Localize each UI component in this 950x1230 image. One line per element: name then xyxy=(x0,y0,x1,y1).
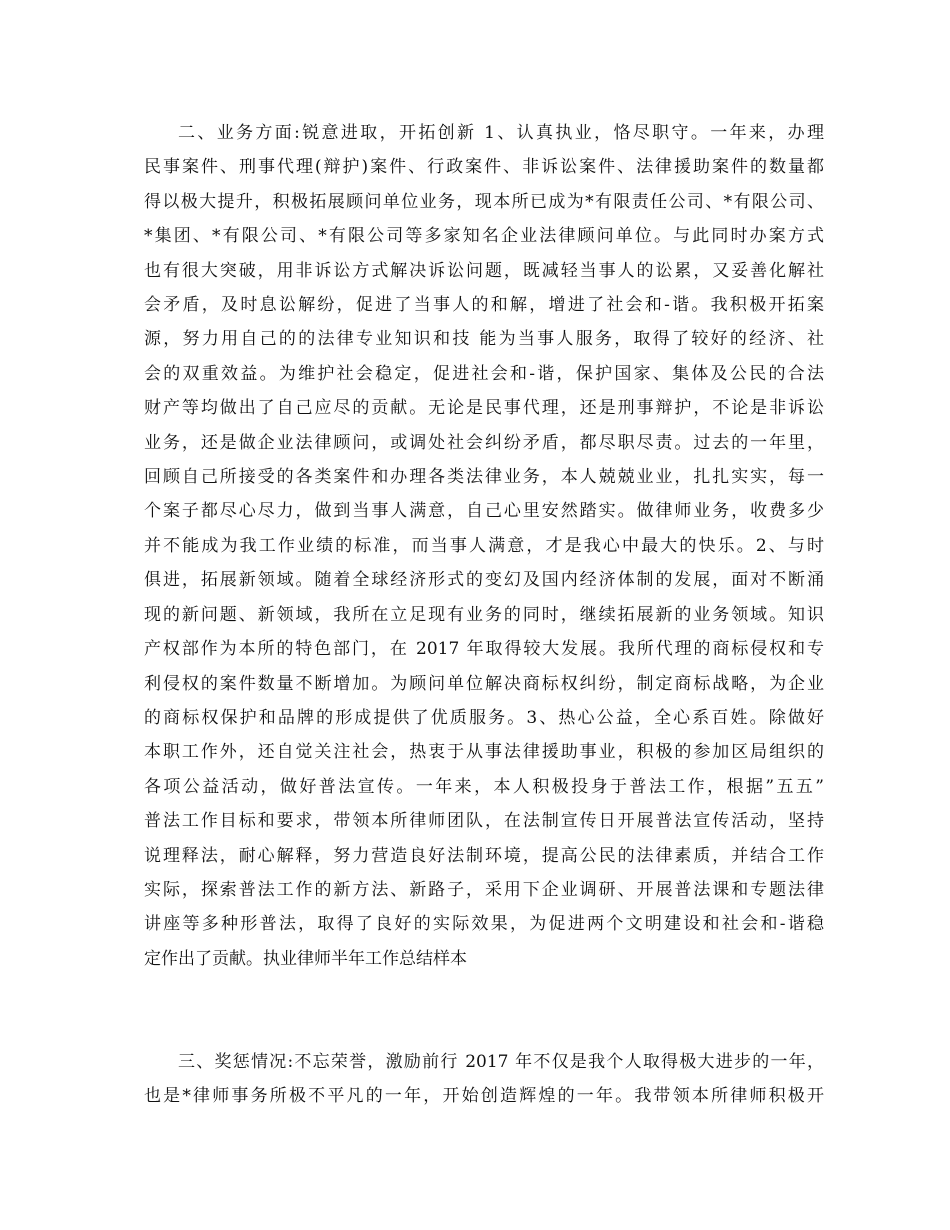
text-line: 也是*律师事务所极不平凡的一年，开始创造辉煌的一年。我带领本所律师积极开 xyxy=(144,1086,824,1107)
text-line: 个案子都尽心尽力，做到当事人满意，自己心里安然踏实。做律师业务，收费多少 xyxy=(144,501,824,522)
text-line: 讲座等多种形普法，取得了良好的实际效果，为促进两个文明建设和社会和-谐稳 xyxy=(144,914,824,935)
text-line: *集团、*有限公司、*有限公司等多家知名企业法律顾问单位。与此同时办案方式 xyxy=(144,226,824,247)
paragraph-awards xyxy=(144,1045,824,1114)
text-line: 说理释法，耐心解释，努力营造良好法制环境，提高公民的法律素质，并结合工作 xyxy=(144,845,824,866)
text-line: 实际，探索普法工作的新方法、新路子，采用下企业调研、开展普法课和专题法律 xyxy=(144,879,824,900)
text-line: 会的双重效益。为维护社会稳定，促进社会和-谐，保护国家、集体及公民的合法 xyxy=(144,363,824,384)
text-line: 现的新问题、新领域，我所在立足现有业务的同时，继续拓展新的业务领域。知识 xyxy=(144,604,824,625)
text-line: 本职工作外，还自觉关注社会，热衷于从事法律援助事业，积极的参加区局组织的 xyxy=(144,742,824,763)
text-line: 二、业务方面:锐意进取，开拓创新 1、认真执业，恪尽职守。一年来，办理 xyxy=(178,123,824,143)
text-line: 业务，还是做企业法律顾问，或调处社会纠纷矛盾，都尽职尽责。过去的一年里， xyxy=(144,432,824,453)
text-line: 定作出了贡献。执业律师半年工作总结样本 xyxy=(144,948,467,969)
text-line: 产权部作为本所的特色部门，在 2017 年取得较大发展。我所代理的商标侵权和专 xyxy=(144,639,824,660)
text-line: 也有很大突破，用非诉讼方式解决诉讼问题，既减轻当事人的讼累，又妥善化解社 xyxy=(144,260,824,281)
text-line: 利侵权的案件数量不断增加。为顾问单位解决商标权纠纷，制定商标战略，为企业 xyxy=(144,673,824,694)
text-line: 民事案件、刑事代理(辩护)案件、行政案件、非诉讼案件、法律援助案件的数量都 xyxy=(144,157,824,178)
text-line: 俱进，拓展新领域。随着全球经济形式的变幻及国内经济体制的发展，面对不断涌 xyxy=(144,570,824,591)
text-line: 回顾自己所接受的各类案件和办理各类法律业务，本人兢兢业业，扎扎实实，每一 xyxy=(144,467,824,488)
text-line: 并不能成为我工作业绩的标准，而当事人满意，才是我心中最大的快乐。2、与时 xyxy=(144,535,824,556)
text-line: 各项公益活动，做好普法宣传。一年来，本人积极投身于普法工作，根据”五五” xyxy=(144,776,824,797)
text-line: 会矛盾，及时息讼解纷，促进了当事人的和解，增进了社会和-谐。我积极开拓案 xyxy=(144,295,824,316)
text-line: 源，努力用自己的的法律专业知识和技 能为当事人服务，取得了较好的经济、社 xyxy=(144,329,824,350)
text-line: 的商标权保护和品牌的形成提供了优质服务。3、热心公益，全心系百姓。除做好 xyxy=(144,707,824,728)
text-line: 普法工作目标和要求，带领本所律师团队，在法制宣传日开展普法宣传活动，坚持 xyxy=(144,811,824,832)
text-line: 得以极大提升，积极拓展顾问单位业务，现本所已成为*有限责任公司、*有限公司、 xyxy=(144,191,824,212)
text-line: 三、奖惩情况:不忘荣誉，激励前行 2017 年不仅是我个人取得极大进步的一年， xyxy=(178,1052,824,1072)
text-line: 财产等均做出了自己应尽的贡献。无论是民事代理，还是刑事辩护，不论是非诉讼 xyxy=(144,398,824,419)
paragraph-business xyxy=(144,116,824,976)
